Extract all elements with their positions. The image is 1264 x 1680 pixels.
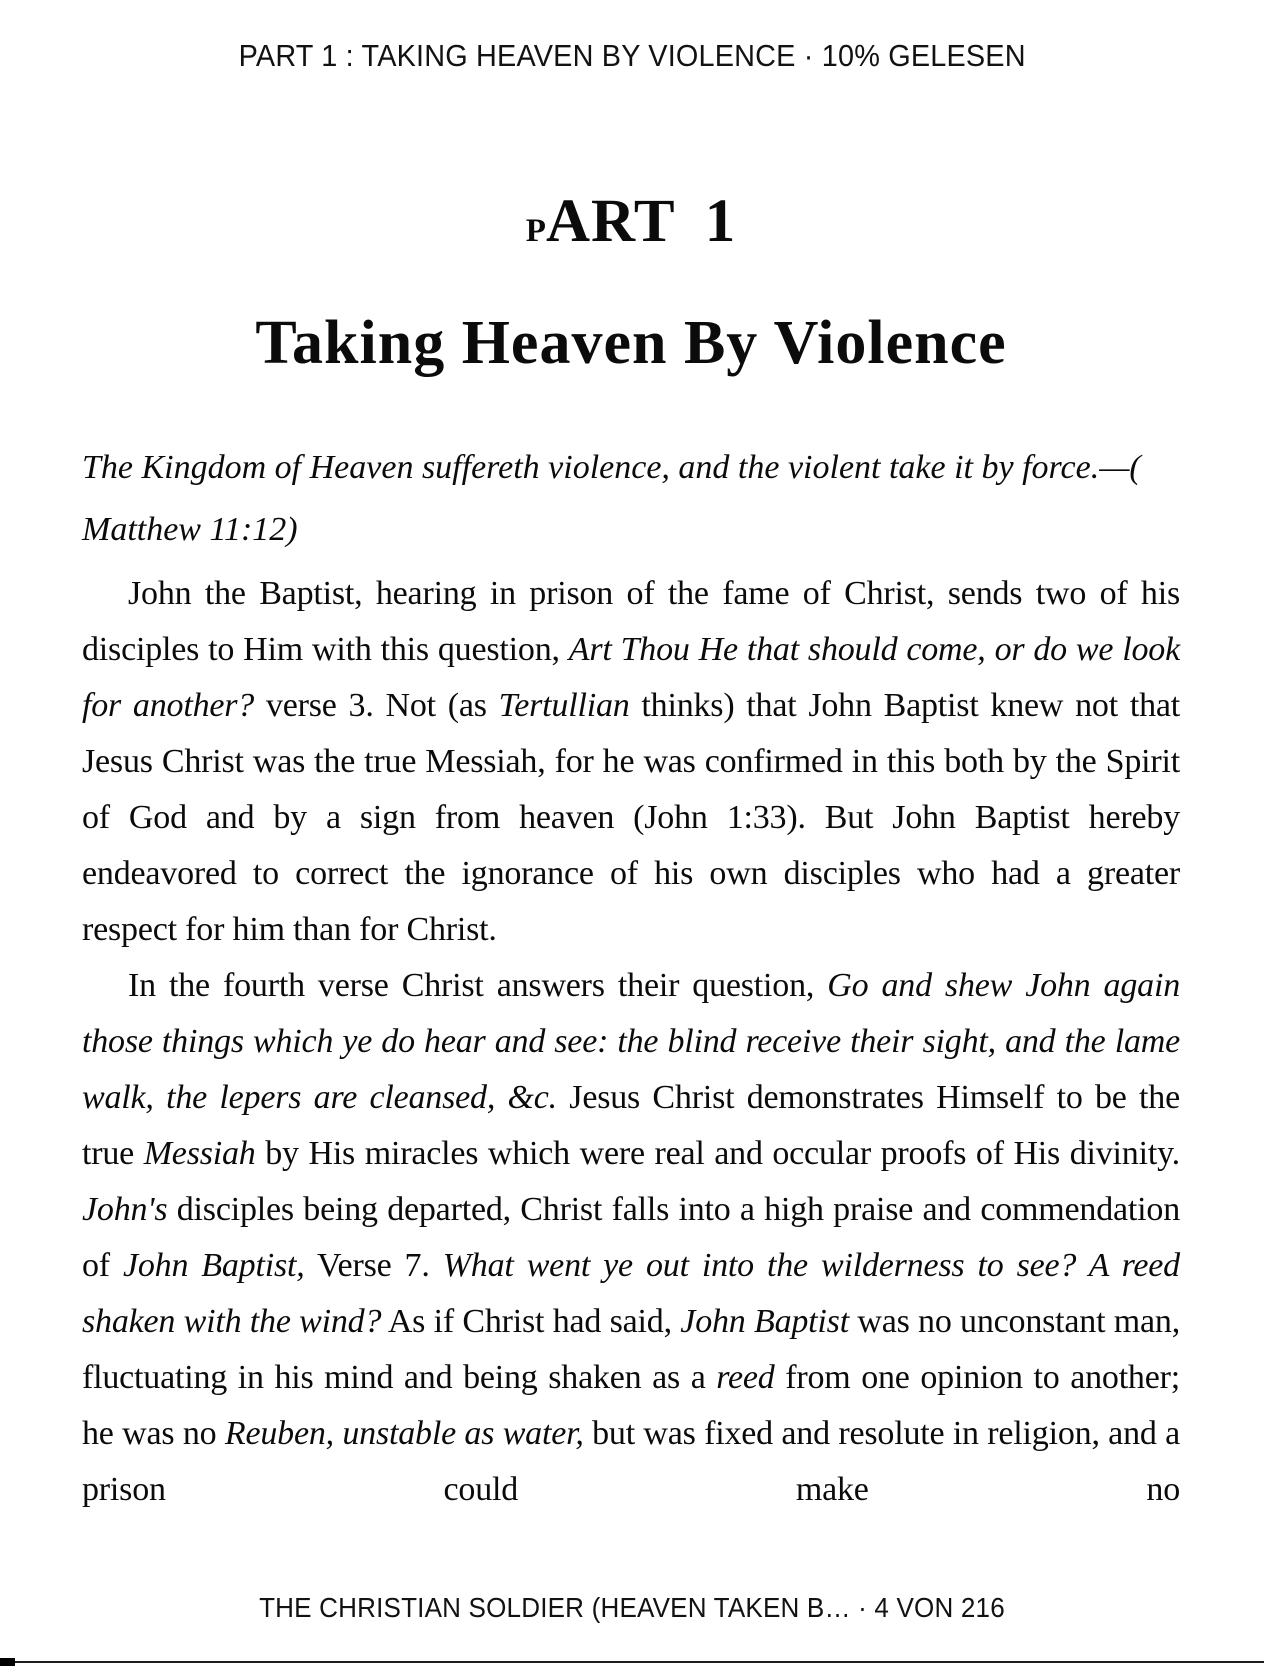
reading-progress-bar-fill bbox=[0, 1658, 15, 1666]
reading-progress-header-label: PART 1 : TAKING HEAVEN BY VIOLENCE · 10% GELESEN bbox=[238, 38, 1026, 73]
part-heading bbox=[82, 188, 1180, 262]
part-heading-text: ART 1 bbox=[545, 188, 737, 255]
body-text bbox=[82, 566, 1180, 1518]
book-position-footer bbox=[0, 1592, 1264, 1624]
chapter-title: Taking Heaven By Violence bbox=[255, 309, 1007, 377]
part-heading-dropcap: P bbox=[525, 213, 546, 249]
reading-progress-bar bbox=[0, 1661, 1264, 1663]
paragraph: In the fourth verse Christ answers their question, Go and shew John again those things which ye do hear and see: the blind receive their sight, and the lame walk, the lepers are cleansed, &c. Jesus Christ demonstrates Himself to be the true Messiah by His miracles which were real and occular proofs of His divinity. John's disciples being departed, Christ falls into a high praise and commendation of John Baptist, Verse 7. What went ye out into the wilderness to see? A reed shaken with the wind? As if Christ had said, John Baptist was no unconstant man, fluctuating in his mind and being shaken as a reed from one opinion to another; he was no Reuben, unstable as water, but was fixed and resolute in religion, and a prison could make no bbox=[82, 967, 1181, 1508]
book-position-footer-label: THE CHRISTIAN SOLDIER (HEAVEN TAKEN B… · 4 VON 216 bbox=[259, 1592, 1005, 1623]
paragraph: John the Baptist, hearing in prison of the fame of Christ, sends two of his disciples to Him with this question, Art Thou He that should come, or do we look for another? verse 3. Not (as Tertullian thinks) that John Baptist knew not that Jesus Christ was the true Messiah, for he was confirmed in this both by the Spirit of God and by a sign from heaven (John 1:33). But John Baptist hereby endeavored to correct the ignorance of his own disciples who had a greater respect for him than for Christ. bbox=[82, 575, 1181, 948]
epigraph-quote: The Kingdom of Heaven suffereth violence, and the violent take it by force.—( bbox=[82, 449, 1141, 486]
epigraph bbox=[82, 437, 1180, 561]
epigraph-reference: Matthew 11:12) bbox=[82, 511, 298, 548]
reading-area[interactable] bbox=[82, 0, 1180, 1518]
